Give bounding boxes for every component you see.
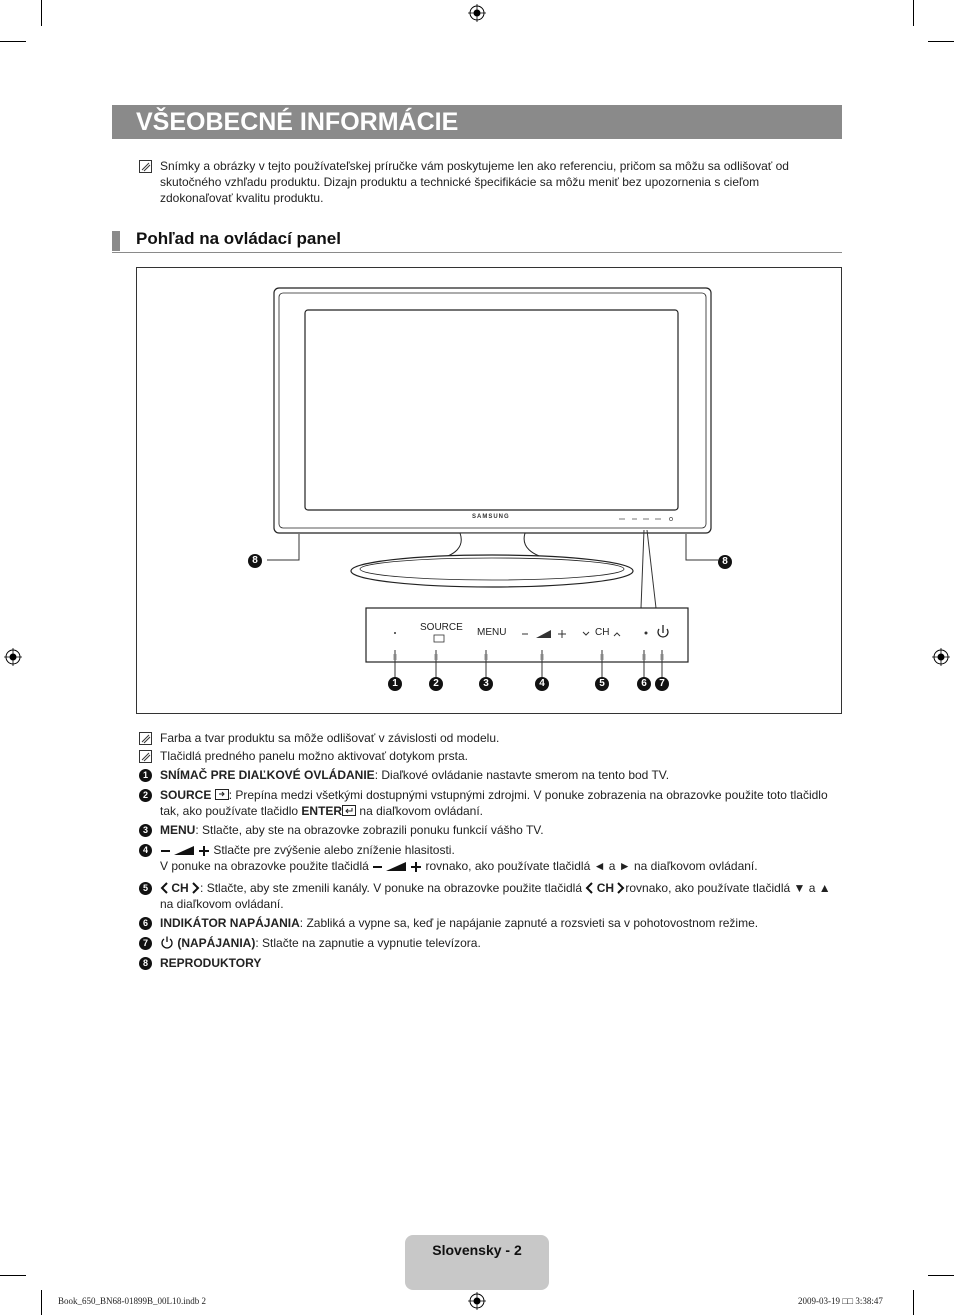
chevron-right-icon	[192, 882, 200, 894]
callout-8-left: 8	[248, 554, 262, 568]
item-number-7: 7	[139, 937, 152, 950]
registration-mark-icon	[4, 648, 22, 666]
volume-buttons-icon	[160, 844, 210, 856]
chevron-left-icon	[160, 882, 168, 894]
page-number: Slovensky - 2	[432, 1242, 522, 1258]
item-menu-text: : Stlačte, aby ste na obrazovke zobrazili ponuku funkcií vášho TV.	[195, 823, 544, 837]
item-volume	[160, 842, 840, 874]
item-channel-text-2: rovnako, ako používate tlačidlá ▼ a ▲ na diaľkovom ovládaní.	[160, 881, 831, 911]
item-remote-sensor-title: SNÍMAČ PRE DIAĽKOVÉ OVLÁDANIE	[160, 768, 375, 782]
item-power-indicator	[160, 915, 840, 931]
crop-mark	[41, 1290, 42, 1315]
callout-8-right: 8	[718, 555, 732, 569]
callout-2: 2	[429, 677, 443, 691]
item-power-indicator-title: INDIKÁTOR NAPÁJANIA	[160, 916, 300, 930]
item-remote-sensor	[160, 767, 840, 783]
crop-mark	[0, 41, 26, 42]
crop-mark	[928, 41, 954, 42]
intro-note: Snímky a obrázky v tejto používateľskej príručke vám poskytujeme len ako referenciu, pričom sa môžu sa odlišovať od skutočného vzhľadu produktu. Dizajn produktu a technické špecifikácie sa môžu meniť bez upozornenia s cieľom zdokonaľovať kvalitu produktu.	[160, 159, 789, 205]
volume-buttons-icon	[372, 860, 422, 872]
note-touch-buttons: Tlačidlá predného panelu možno aktivovať dotykom prsta.	[160, 749, 469, 763]
print-slug-left: Book_650_BN68-01899B_00L10.indb 2	[58, 1296, 207, 1306]
item-source	[160, 787, 840, 819]
crop-mark	[913, 1290, 914, 1315]
item-number-6: 6	[139, 917, 152, 930]
callout-6: 6	[637, 677, 651, 691]
panel-menu-label: MENU	[477, 627, 507, 638]
callout-4: 4	[535, 677, 549, 691]
item-power-title: (NAPÁJANIA)	[177, 936, 256, 950]
item-number-1: 1	[139, 769, 152, 782]
note-color-shape: Farba a tvar produktu sa môže odlišovať v závislosti od modelu.	[160, 731, 500, 745]
registration-mark-icon	[468, 4, 486, 22]
control-panel-figure	[136, 267, 842, 714]
chevron-left-icon	[585, 882, 593, 894]
item-number-2: 2	[139, 789, 152, 802]
crop-mark	[41, 0, 42, 26]
item-channel-text: : Stlačte, aby ste zmenili kanály. V ponuke na obrazovke použite tlačidlá	[200, 881, 586, 895]
crop-mark	[0, 1275, 26, 1276]
note-icon	[139, 160, 152, 173]
callout-1: 1	[388, 677, 402, 691]
print-slug-right: 2009-03-19 □□ 3:38:47	[798, 1296, 883, 1306]
section-title: Pohľad na ovládací panel	[136, 229, 341, 248]
callout-3: 3	[479, 677, 493, 691]
section-marker	[112, 231, 120, 251]
item-number-8: 8	[139, 957, 152, 970]
tv-brand-logo: SAMSUNG	[472, 514, 510, 520]
tv-illustration	[137, 268, 841, 713]
crop-mark	[913, 0, 914, 26]
item-menu-title: MENU	[160, 823, 196, 837]
item-source-text-2: na diaľkovom ovládaní.	[356, 804, 484, 818]
crop-mark	[928, 1275, 954, 1276]
item-power-text: : Stlačte na zapnutie a vypnutie televízora.	[255, 936, 481, 950]
item-speakers	[160, 955, 840, 971]
page-number-tab	[405, 1235, 549, 1290]
item-channel-ch: CH	[171, 881, 189, 895]
note-icon	[139, 750, 152, 763]
item-volume-text-3: rovnako, ako používate tlačidlá ◄ a ► na diaľkovom ovládaní.	[422, 859, 758, 873]
item-menu	[160, 822, 840, 838]
page-title-bar	[112, 105, 842, 139]
item-channel	[160, 880, 840, 912]
item-volume-text-2: V ponuke na obrazovke použite tlačidlá	[160, 859, 373, 873]
item-number-5: 5	[139, 882, 152, 895]
item-remote-sensor-text: : Diaľkové ovládanie nastavte smerom na tento bod TV.	[374, 768, 670, 782]
callout-7: 7	[655, 677, 669, 691]
enter-icon	[342, 805, 356, 816]
panel-source-label: SOURCE	[420, 622, 463, 633]
item-number-3: 3	[139, 824, 152, 837]
panel-ch-label: CH	[595, 627, 610, 638]
item-power	[160, 935, 840, 951]
power-icon	[160, 936, 174, 949]
item-channel-ch-2: CH	[596, 881, 615, 895]
page-title: VŠEOBECNÉ INFORMÁCIE	[136, 108, 459, 136]
item-speakers-title: REPRODUKTORY	[160, 956, 262, 970]
item-volume-text: Stlačte pre zvýšenie alebo zníženie hlasitosti.	[210, 843, 455, 857]
item-source-text: : Prepína medzi všetkými dostupnými vstupnými zdrojmi. V ponuke zobrazenia na obrazovke použite toto tlačidlo tak, ako používate tlačidlo	[160, 788, 828, 818]
note-icon	[139, 732, 152, 745]
item-source-enter: ENTER	[301, 804, 343, 818]
item-number-4: 4	[139, 844, 152, 857]
item-source-title: SOURCE	[160, 788, 212, 802]
source-icon	[215, 789, 229, 800]
registration-mark-icon	[932, 648, 950, 666]
section-divider	[112, 252, 842, 253]
callout-5: 5	[595, 677, 609, 691]
item-power-indicator-text: : Zabliká a vypne sa, keď je napájanie zapnuté a rozsvieti sa v pohotovostnom režime.	[299, 916, 759, 930]
registration-mark-icon	[468, 1292, 486, 1310]
